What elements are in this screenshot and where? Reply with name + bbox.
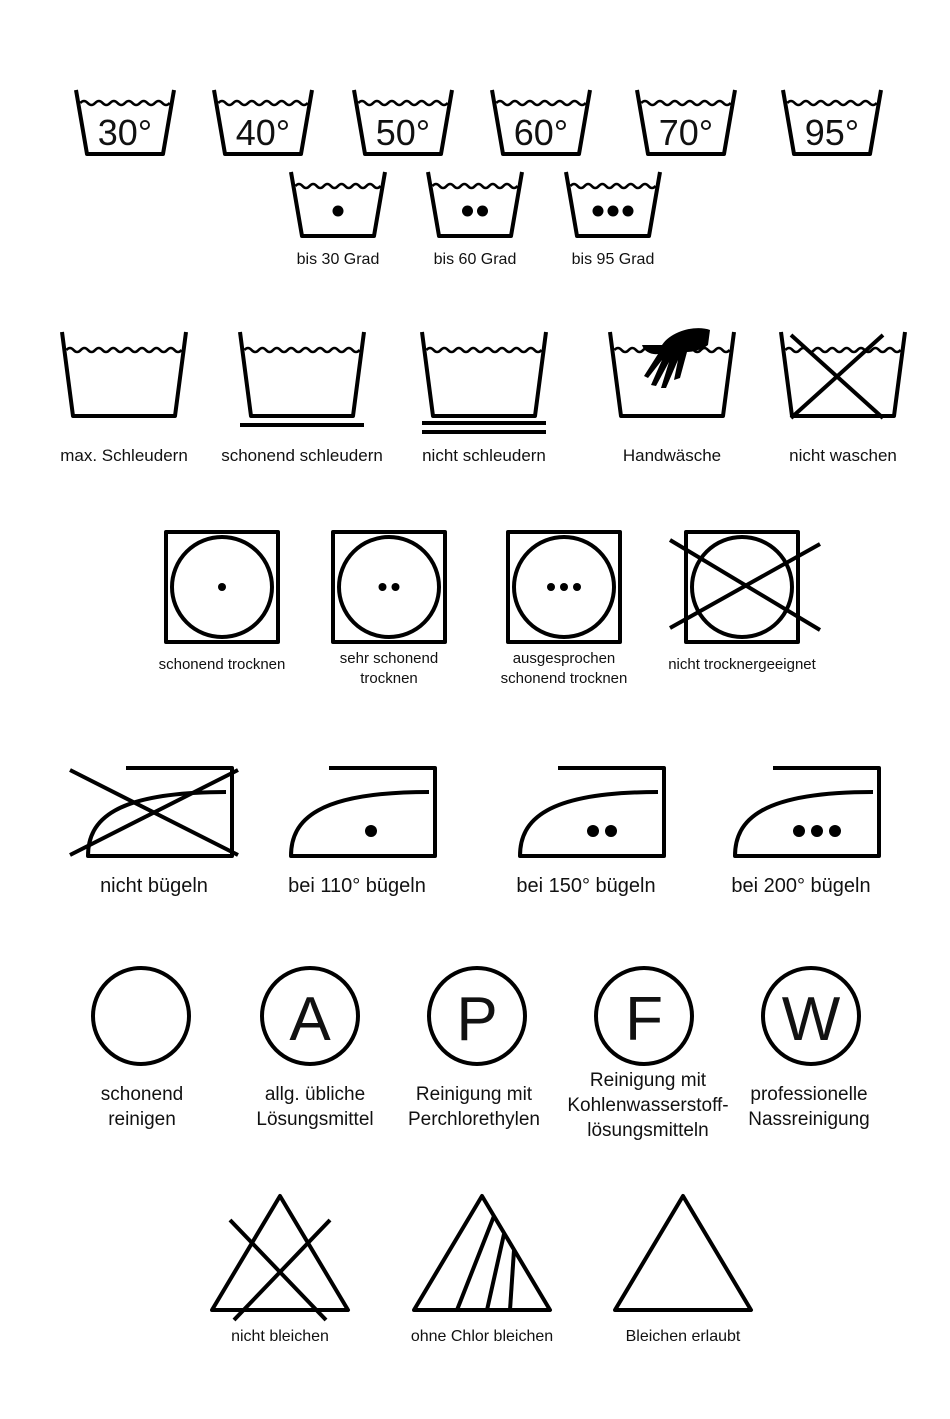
symbol-caption: Lösungsmittel [256, 1109, 374, 1130]
symbol-caption: ohne Chlor bleichen [410, 1328, 554, 1345]
temperature-label: 40° [235, 112, 291, 153]
symbol-caption: ausgesprochen [512, 650, 616, 667]
symbol-caption: allg. übliche [264, 1084, 366, 1105]
symbol-caption: nicht bleichen [231, 1328, 329, 1345]
cleaning-letter: P [456, 985, 498, 1054]
symbol-caption: Reinigung mit [589, 1070, 707, 1091]
temperature-label: 70° [658, 112, 714, 153]
symbol-caption: nicht bügeln [100, 875, 208, 897]
cleaning-letter: F [625, 985, 663, 1054]
symbol-caption: bei 200° bügeln [731, 875, 871, 897]
cleaning-letter: W [781, 985, 841, 1054]
symbol-caption: schonend trocknen [500, 670, 628, 687]
symbol-caption: nicht trocknergeeignet [668, 656, 816, 673]
symbol-caption: Bleichen erlaubt [625, 1328, 741, 1345]
symbol-caption: Perchlorethylen [407, 1109, 541, 1130]
symbol-caption: Kohlenwasserstoff- [567, 1095, 729, 1116]
temperature-label: 30° [97, 112, 153, 153]
symbol-caption: bis 60 Grad [433, 251, 517, 268]
symbol-caption: nicht schleudern [422, 446, 546, 465]
symbol-caption: Handwäsche [622, 446, 722, 465]
symbol-caption: Nassreinigung [748, 1109, 870, 1130]
symbol-caption: bei 110° bügeln [288, 875, 426, 897]
symbol-caption: bis 95 Grad [571, 251, 655, 268]
temperature-label: 95° [804, 112, 860, 153]
symbol-caption: nicht waschen [789, 446, 897, 465]
symbol-caption: bei 150° bügeln [516, 875, 656, 897]
symbol-caption: reinigen [108, 1109, 176, 1130]
symbol-caption: sehr schonend [339, 650, 439, 667]
symbol-caption: max. Schleudern [60, 446, 188, 465]
symbol-caption: professionelle [750, 1084, 868, 1105]
symbol-caption: Reinigung mit [415, 1084, 533, 1105]
symbol-caption: bis 30 Grad [296, 251, 380, 268]
symbol-caption: schonend schleudern [221, 446, 383, 465]
temperature-label: 50° [375, 112, 431, 153]
symbol-caption: trocknen [360, 670, 418, 687]
symbol-caption: schonend trocknen [158, 656, 286, 673]
cleaning-letter: A [289, 985, 331, 1054]
symbol-caption: lösungsmitteln [587, 1120, 709, 1141]
symbol-caption: schonend [100, 1084, 184, 1105]
temperature-label: 60° [513, 112, 569, 153]
